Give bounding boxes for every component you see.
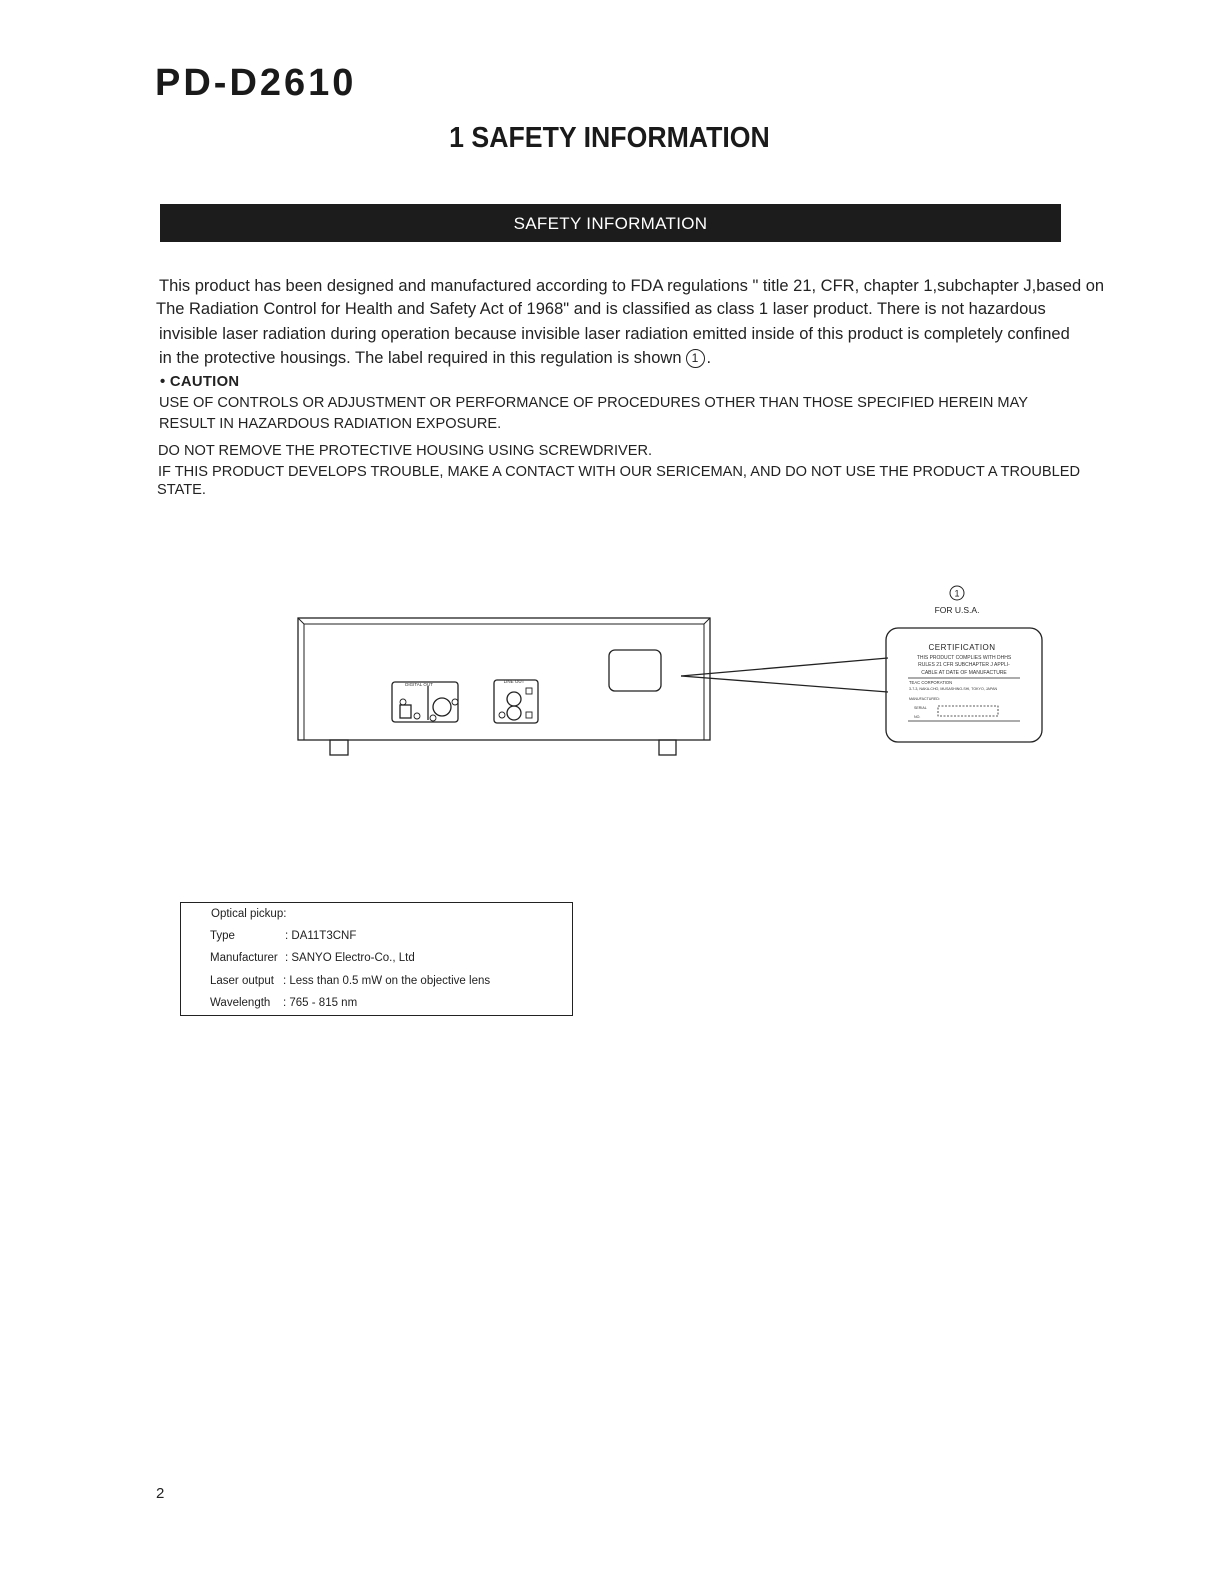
left-foot (330, 740, 348, 755)
digital-out-panel (392, 682, 458, 722)
coaxial-jack-icon (433, 698, 451, 716)
model-number: PD-D2610 (155, 62, 357, 104)
right-foot (659, 740, 676, 755)
rear-panel-figure (290, 580, 1070, 770)
section-banner: SAFETY INFORMATION (160, 204, 1061, 242)
line-out-left-jack (507, 692, 521, 706)
cert-line-3: CABLE AT DATE OF MANUFACTURE (921, 670, 1007, 676)
caution-heading: • CAUTION (160, 374, 240, 390)
digital-out-label: DIGITAL OUT (405, 682, 433, 687)
caution-line-4: IF THIS PRODUCT DEVELOPS TROUBLE, MAKE A CONTACT WITH OUR SERICEMAN, AND DO NOT USE THE PRODUCT A TROUBLED (158, 464, 1081, 480)
callout-pointer (681, 658, 888, 676)
caution-line-2: RESULT IN HAZARDOUS RADIATION EXPOSURE. (159, 416, 502, 432)
callout-caption: FOR U.S.A. (934, 605, 980, 615)
cert-line-1: THIS PRODUCT COMPLIES WITH DHHS (916, 655, 1012, 661)
cert-company: TEAC CORPORATION (909, 680, 953, 685)
cert-manufactured: MANUFACTURED: (909, 697, 940, 701)
callout-number: 1 (954, 588, 960, 599)
cert-no: NO. (914, 715, 921, 719)
pickup-heading: Optical pickup: (211, 908, 287, 920)
cert-serial: SERIAL (914, 706, 927, 710)
cert-address: 3-7-3, NAKA-CHO, MUSASHINO-SHI, TOKYO, JAPAN (909, 687, 998, 691)
pickup-wavelength-value: : 765 - 815 nm (283, 997, 358, 1009)
pickup-laser-output-value: : Less than 0.5 mW on the objective lens (283, 975, 491, 987)
line-out-right-jack (507, 706, 521, 720)
intro-line-3: invisible laser radiation during operation because invisible laser radiation emitted inside of this product is completely confined (159, 325, 1070, 343)
reference-mark-1: 1 (686, 349, 705, 368)
pickup-type-value: : DA11T3CNF (285, 930, 357, 942)
serial-number-box (938, 706, 998, 716)
pickup-manufacturer-label: Manufacturer (210, 952, 278, 964)
pickup-laser-output-label: Laser output (210, 975, 274, 987)
intro-line-1: This product has been designed and manufactured according to FDA regulations " title 21, CFR, chapter 1,subchapter J,based on (159, 277, 1105, 295)
label-plate (609, 650, 661, 691)
cert-line-2: RULES 21 CFR SUBCHAPTER J APPLI- (918, 662, 1010, 668)
caution-line-5: STATE. (157, 482, 206, 498)
page-number: 2 (156, 1485, 165, 1502)
intro-line-4-text: in the protective housings. The label required in this regulation is shown (159, 349, 682, 367)
cert-title: CERTIFICATION (928, 643, 996, 652)
intro-line-4 (159, 349, 711, 368)
line-out-panel (494, 680, 538, 723)
line-out-label: LINE OUT (503, 679, 525, 684)
optical-jack-icon (400, 705, 411, 718)
intro-line-2: The Radiation Control for Health and Safety Act of 1968" and is classified as class 1 laser product. There is not hazardous (156, 300, 1046, 318)
section-title: 1 SAFETY INFORMATION (449, 122, 770, 154)
pickup-wavelength-label: Wavelength (210, 997, 271, 1009)
pickup-type-label: Type (210, 930, 235, 942)
caution-line-1: USE OF CONTROLS OR ADJUSTMENT OR PERFORMANCE OF PROCEDURES OTHER THAN THOSE SPECIFIED HEREIN MAY (159, 395, 1028, 411)
caution-line-3: DO NOT REMOVE THE PROTECTIVE HOUSING USING SCREWDRIVER. (158, 443, 653, 459)
optical-pickup-box (180, 902, 573, 1016)
intro-line-4-end: . (706, 349, 712, 367)
pickup-manufacturer-value: : SANYO Electro-Co., Ltd (285, 952, 415, 964)
